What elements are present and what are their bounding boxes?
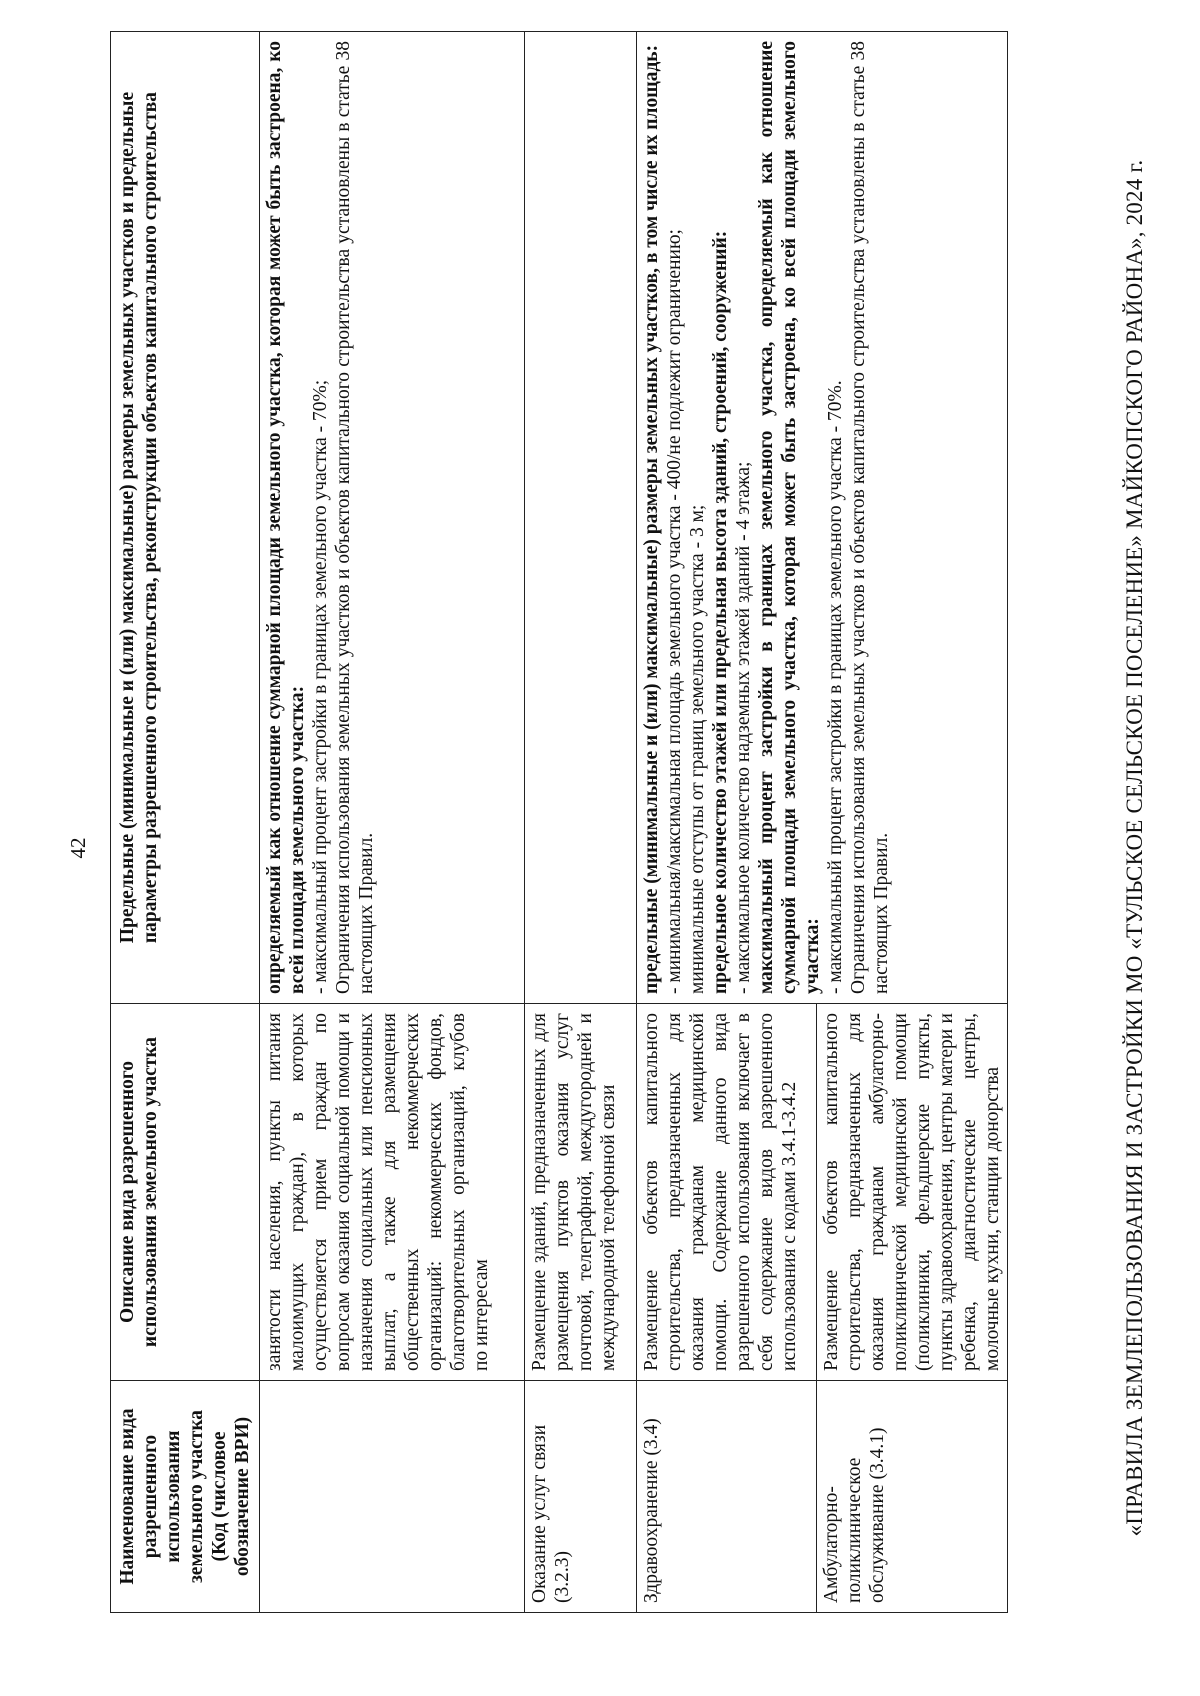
use-description-cell: Размещение зданий, предназначенных для размещения пунктов оказания услуг почтовой, телеграфной, междугородней и международной телефонной связи [525,1004,637,1381]
page-number: 42 [66,837,90,859]
param-line: - максимальное количество надземных этажей зданий - 4 этажа; [733,461,754,994]
parameters-cell [260,32,525,1004]
zoning-table [110,31,1008,1613]
use-description-cell: Размещение объектов капитального строительства, предназначенных для оказания гражданам амбулаторно-поликлинической медицинской помощи (поликлиники, фельдшерские пункты, пункты здравоохранения, центры матери и ребенка, диагностические центры, молочные кухни, станции донорства [817,1004,1008,1381]
table-header-row [111,32,260,1613]
header-use-name: Наименование вида разрешенного использования земельного участка (Код (числовое обозначение ВРИ) [111,1381,260,1613]
parameters-cell [637,32,1008,1004]
use-description-cell: Размещение объектов капитального строительства, предназначенных для оказания гражданам медицинской помощи. Содержание данного вида разрешенного использования включает в себя содержание видов разрешенного использования с кодами 3.4.1-3.4.2 [637,1004,817,1381]
param-line: минимальные отступы от границ земельного участка - 3 м; [687,504,708,994]
header-use-description: Описание вида разрешенного использования земельного участка [111,1004,260,1381]
param-line: Ограничения использования земельных участков и объектов капитального строительства установлены в статье 38 настоящих Правил. [848,41,892,994]
param-line: - максимальный процент застройки в границах земельного участка - 70%. [825,380,846,994]
param-line: - максимальный процент застройки в границах земельного участка - 70%; [310,379,331,994]
param-line: определяемый как отношение суммарной площади земельного участка, которая может быть застроена, ко всей площади земельного участка: [264,41,308,994]
param-line: максимальный процент застройки в границах земельного участка, определяемый как отношение суммарной площади земельного участка, которая может быть застроена, ко всей площади земельного участка: [756,41,823,994]
parameters-cell [525,32,637,1004]
param-line: - минимальная/максимальная площадь земельного участка - 400/не подлежит ограничению; [664,229,685,994]
param-line: предельное количество этажей или предельная высота зданий, строений, сооружений: [710,230,731,994]
use-name-cell: Здравоохранение (3.4) [637,1381,817,1613]
use-name-cell [260,1381,525,1613]
param-line: предельные (минимальные и (или) максимальные) размеры земельных участков, в том числе их площадь: [641,44,662,994]
header-parameters: Предельные (минимальные и (или) максимальные) размеры земельных участков и предельные параметры разрешенного строительства, реконструкции объектов капитального строительства [111,32,260,1004]
param-line: Ограничения использования земельных участков и объектов капитального строительства установлены в статье 38 настоящих Правил. [333,41,377,994]
use-name-cell: Оказание услуг связи (3.2.3) [525,1381,637,1613]
table-row [260,32,525,1613]
table-row [525,32,637,1613]
document-footer: «ПРАВИЛА ЗЕМЛЕПОЛЬЗОВАНИЯ И ЗАСТРОЙКИ МО «ТУЛЬСКОЕ СЕЛЬСКОЕ ПОСЕЛЕНИЕ» МАЙКОПСКОГО РАЙОНА», 2024 г. [1122,159,1147,1537]
use-description-cell: занятости населения, пункты питания малоимущих граждан), в которых осуществляется прием граждан по вопросам оказания социальной помощи и назначения социальных или пенсионных выплат, а также для размещения общественных некоммерческих организаций: некоммерческих фондов, благотворительных организаций, клубов по интересам [260,1004,525,1381]
use-name-cell: Амбулаторно-поликлиническое обслуживание (3.4.1) [817,1381,1008,1613]
table-row [637,32,817,1613]
